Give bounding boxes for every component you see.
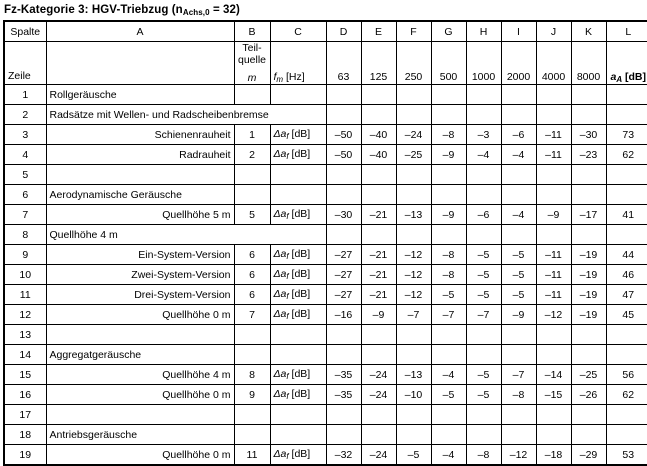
row-number: 8	[4, 225, 46, 245]
row-teilquelle	[234, 325, 270, 345]
row-value-4000: –11	[536, 245, 571, 265]
row-aa-value: 56	[606, 365, 647, 385]
row-value-500	[431, 425, 466, 445]
row-value-125	[361, 165, 396, 185]
row-value-500: –8	[431, 245, 466, 265]
row-value-500: –7	[431, 305, 466, 325]
row-aa-value	[606, 345, 647, 365]
row-label: Radsätze mit Wellen- und Radscheibenbremse	[46, 105, 326, 125]
row-value-8000	[571, 165, 606, 185]
row-aa-value	[606, 105, 647, 125]
row-value-125: –24	[361, 365, 396, 385]
row-value-2000: –5	[501, 265, 536, 285]
row-label-item: Quellhöhe 0 m	[46, 445, 234, 466]
row-value-2000	[501, 425, 536, 445]
header-column-l: L	[606, 21, 647, 42]
row-value-250	[396, 105, 431, 125]
row-value-8000	[571, 185, 606, 205]
row-value-2000: –6	[501, 125, 536, 145]
row-unit: $\Delta a_f$ [dB]	[270, 305, 326, 325]
row-number: 17	[4, 405, 46, 425]
caption-suffix: = 32)	[209, 4, 240, 16]
row-aa-value	[606, 165, 647, 185]
row-aa-value: 73	[606, 125, 647, 145]
row-value-63: –27	[326, 245, 361, 265]
row-value-8000	[571, 405, 606, 425]
row-value-8000: –19	[571, 265, 606, 285]
row-value-63	[326, 425, 361, 445]
row-value-2000	[501, 225, 536, 245]
row-value-1000	[466, 325, 501, 345]
row-aa-value	[606, 405, 647, 425]
row-value-2000	[501, 345, 536, 365]
row-value-250	[396, 185, 431, 205]
row-unit: $\Delta a_f$ [dB]	[270, 445, 326, 466]
row-value-8000: –19	[571, 285, 606, 305]
row-aa-value: 41	[606, 205, 647, 225]
row-value-4000	[536, 325, 571, 345]
table-row	[4, 305, 647, 325]
row-value-1000: –5	[466, 265, 501, 285]
table-row	[4, 85, 647, 105]
row-unit	[270, 325, 326, 345]
row-value-8000	[571, 425, 606, 445]
row-value-63: –27	[326, 285, 361, 305]
row-value-4000: –11	[536, 125, 571, 145]
row-value-250	[396, 225, 431, 245]
row-value-1000	[466, 105, 501, 125]
row-value-8000	[571, 325, 606, 345]
row-teilquelle	[234, 345, 270, 365]
row-aa-value: 62	[606, 385, 647, 405]
row-value-250: –10	[396, 385, 431, 405]
row-value-2000: –4	[501, 205, 536, 225]
row-value-1000	[466, 405, 501, 425]
row-value-125: –21	[361, 245, 396, 265]
row-teilquelle	[234, 405, 270, 425]
row-number: 14	[4, 345, 46, 365]
table-row	[4, 365, 647, 385]
row-value-125: –40	[361, 145, 396, 165]
row-value-4000	[536, 405, 571, 425]
row-value-2000: –8	[501, 385, 536, 405]
header-column-e: E	[361, 21, 396, 42]
row-value-125: –24	[361, 385, 396, 405]
row-value-63	[326, 185, 361, 205]
header-freq-250: 250	[396, 42, 431, 85]
row-value-500	[431, 85, 466, 105]
header-column-b: B	[234, 21, 270, 42]
row-teilquelle	[234, 165, 270, 185]
header-column-d: D	[326, 21, 361, 42]
row-label-item: Quellhöhe 0 m	[46, 305, 234, 325]
row-value-1000	[466, 85, 501, 105]
row-value-4000	[536, 85, 571, 105]
row-value-63	[326, 105, 361, 125]
header-freq-125: 125	[361, 42, 396, 85]
header-column-h: H	[466, 21, 501, 42]
row-unit: $\Delta a_f$ [dB]	[270, 365, 326, 385]
row-value-63	[326, 165, 361, 185]
row-label-item: Zwei-System-Version	[46, 265, 234, 285]
row-value-2000: –5	[501, 285, 536, 305]
row-value-125	[361, 345, 396, 365]
row-value-1000: –5	[466, 365, 501, 385]
row-value-125: –9	[361, 305, 396, 325]
table-row	[4, 205, 647, 225]
row-teilquelle: 11	[234, 445, 270, 466]
row-aa-value: 47	[606, 285, 647, 305]
row-value-1000: –7	[466, 305, 501, 325]
row-label-group: Aerodynamische Geräusche	[46, 185, 234, 205]
row-label-item: Radrauheit	[46, 145, 234, 165]
row-value-4000: –9	[536, 205, 571, 225]
header-zeile-label	[4, 42, 46, 85]
row-value-500: –8	[431, 125, 466, 145]
row-teilquelle	[234, 185, 270, 205]
row-value-125	[361, 405, 396, 425]
row-value-125: –21	[361, 285, 396, 305]
row-label-group: Aggregatgeräusche	[46, 345, 234, 365]
row-value-63: –50	[326, 145, 361, 165]
row-value-63	[326, 405, 361, 425]
row-unit	[270, 425, 326, 445]
row-label-empty	[46, 405, 234, 425]
row-value-4000: –18	[536, 445, 571, 466]
table-row	[4, 405, 647, 425]
table-row	[4, 225, 647, 245]
row-value-4000: –12	[536, 305, 571, 325]
row-value-500	[431, 405, 466, 425]
row-value-125	[361, 225, 396, 245]
row-value-125	[361, 325, 396, 345]
header-freq-8000: 8000	[571, 42, 606, 85]
row-value-63: –35	[326, 365, 361, 385]
row-value-8000: –25	[571, 365, 606, 385]
row-value-4000: –11	[536, 285, 571, 305]
row-value-63: –27	[326, 265, 361, 285]
row-value-4000	[536, 425, 571, 445]
row-value-250: –24	[396, 125, 431, 145]
row-value-8000	[571, 105, 606, 125]
table-row	[4, 125, 647, 145]
caption-prefix: Fz-Kategorie 3: HGV-Triebzug (n	[4, 4, 183, 16]
row-number: 19	[4, 445, 46, 466]
row-teilquelle: 6	[234, 265, 270, 285]
row-value-125	[361, 105, 396, 125]
row-unit: $\Delta a_f$ [dB]	[270, 265, 326, 285]
header-row-columns	[4, 21, 647, 42]
row-label-group: Rollgeräusche	[46, 85, 234, 105]
table-row	[4, 185, 647, 205]
row-value-63: –16	[326, 305, 361, 325]
row-value-500	[431, 105, 466, 125]
row-value-8000: –30	[571, 125, 606, 145]
row-number: 6	[4, 185, 46, 205]
row-number: 3	[4, 125, 46, 145]
row-teilquelle: 6	[234, 285, 270, 305]
row-label-item: Quellhöhe 0 m	[46, 385, 234, 405]
row-value-250	[396, 345, 431, 365]
row-aa-value	[606, 185, 647, 205]
row-value-1000: –5	[466, 285, 501, 305]
header-column-i: I	[501, 21, 536, 42]
row-number: 10	[4, 265, 46, 285]
row-unit: $\Delta a_f$ [dB]	[270, 125, 326, 145]
row-value-125: –21	[361, 265, 396, 285]
header-column-k: K	[571, 21, 606, 42]
row-value-1000	[466, 425, 501, 445]
row-value-8000	[571, 225, 606, 245]
row-teilquelle: 8	[234, 365, 270, 385]
row-value-2000: –4	[501, 145, 536, 165]
row-unit: $\Delta a_f$ [dB]	[270, 205, 326, 225]
table-row	[4, 445, 647, 466]
row-unit	[270, 165, 326, 185]
row-value-250: –12	[396, 285, 431, 305]
row-value-500: –8	[431, 265, 466, 285]
row-number: 2	[4, 105, 46, 125]
row-value-2000: –7	[501, 365, 536, 385]
header-freq-63: 63	[326, 42, 361, 85]
header-row-units	[4, 42, 647, 85]
row-value-500	[431, 325, 466, 345]
row-value-8000: –17	[571, 205, 606, 225]
table-row	[4, 165, 647, 185]
row-value-500	[431, 165, 466, 185]
row-value-1000: –5	[466, 245, 501, 265]
row-aa-value	[606, 425, 647, 445]
header-aa-unit: $a_A$ [dB]	[606, 42, 647, 85]
row-value-2000	[501, 185, 536, 205]
row-number: 16	[4, 385, 46, 405]
row-value-500: –9	[431, 205, 466, 225]
row-value-250	[396, 405, 431, 425]
header-column-f: F	[396, 21, 431, 42]
row-aa-value: 44	[606, 245, 647, 265]
row-value-250: –13	[396, 365, 431, 385]
row-teilquelle	[234, 85, 270, 105]
row-value-1000: –4	[466, 145, 501, 165]
row-aa-value: 62	[606, 145, 647, 165]
row-value-250	[396, 85, 431, 105]
row-value-125	[361, 85, 396, 105]
row-number: 4	[4, 145, 46, 165]
row-value-2000	[501, 325, 536, 345]
row-value-8000: –23	[571, 145, 606, 165]
caption-subscript: Achs,0	[182, 8, 210, 17]
row-value-4000: –11	[536, 145, 571, 165]
table-row	[4, 325, 647, 345]
row-label-item: Schienenrauheit	[46, 125, 234, 145]
row-value-63: –30	[326, 205, 361, 225]
row-aa-value	[606, 325, 647, 345]
row-value-4000	[536, 185, 571, 205]
row-value-1000	[466, 345, 501, 365]
row-value-1000	[466, 225, 501, 245]
row-label-item: Quellhöhe 4 m	[46, 365, 234, 385]
row-value-1000: –8	[466, 445, 501, 466]
row-value-500: –4	[431, 365, 466, 385]
row-value-63: –50	[326, 125, 361, 145]
row-value-250: –12	[396, 265, 431, 285]
row-value-1000	[466, 185, 501, 205]
row-value-1000: –6	[466, 205, 501, 225]
table-row	[4, 425, 647, 445]
header-frequency-unit: $f_m$ [Hz]	[270, 42, 326, 85]
row-value-125: –21	[361, 205, 396, 225]
row-unit: $\Delta a_f$ [dB]	[270, 245, 326, 265]
row-value-125	[361, 185, 396, 205]
row-label-group: Antriebsgeräusche	[46, 425, 234, 445]
row-value-8000: –26	[571, 385, 606, 405]
row-aa-value: 45	[606, 305, 647, 325]
row-unit	[270, 185, 326, 205]
row-value-8000: –19	[571, 305, 606, 325]
header-freq-2000: 2000	[501, 42, 536, 85]
row-value-8000: –19	[571, 245, 606, 265]
row-value-63: –32	[326, 445, 361, 466]
row-label-item: Quellhöhe 5 m	[46, 205, 234, 225]
row-label-item: Ein-System-Version	[46, 245, 234, 265]
table-row	[4, 245, 647, 265]
row-teilquelle: 6	[234, 245, 270, 265]
row-value-8000	[571, 85, 606, 105]
row-value-2000	[501, 165, 536, 185]
row-value-63	[326, 85, 361, 105]
row-value-2000: –5	[501, 245, 536, 265]
row-teilquelle: 7	[234, 305, 270, 325]
row-value-4000: –15	[536, 385, 571, 405]
row-teilquelle: 5	[234, 205, 270, 225]
table-row	[4, 105, 647, 125]
row-value-4000: –14	[536, 365, 571, 385]
header-column-g: G	[431, 21, 466, 42]
row-value-1000: –3	[466, 125, 501, 145]
data-table	[3, 20, 647, 466]
row-unit	[270, 405, 326, 425]
row-unit	[270, 345, 326, 365]
table-row	[4, 345, 647, 365]
row-unit: $\Delta a_f$ [dB]	[270, 145, 326, 165]
row-value-500	[431, 185, 466, 205]
page-title	[0, 0, 647, 20]
row-value-4000: –11	[536, 265, 571, 285]
row-value-4000	[536, 225, 571, 245]
row-value-500	[431, 225, 466, 245]
header-column-spalte: Spalte	[4, 21, 46, 42]
row-teilquelle: 9	[234, 385, 270, 405]
row-value-500	[431, 345, 466, 365]
row-aa-value	[606, 225, 647, 245]
row-value-2000: –12	[501, 445, 536, 466]
header-freq-500: 500	[431, 42, 466, 85]
row-unit: $\Delta a_f$ [dB]	[270, 385, 326, 405]
row-teilquelle: 1	[234, 125, 270, 145]
header-zeile-text: Zeile	[8, 70, 31, 82]
header-column-c: C	[270, 21, 326, 42]
table-row	[4, 285, 647, 305]
table-row	[4, 265, 647, 285]
row-value-500: –5	[431, 385, 466, 405]
row-label-empty	[46, 325, 234, 345]
header-a-blank	[46, 42, 234, 85]
row-number: 7	[4, 205, 46, 225]
row-label-empty	[46, 165, 234, 185]
header-freq-4000: 4000	[536, 42, 571, 85]
row-teilquelle: 2	[234, 145, 270, 165]
row-value-500: –9	[431, 145, 466, 165]
row-value-2000	[501, 85, 536, 105]
row-value-8000	[571, 345, 606, 365]
row-aa-value	[606, 85, 647, 105]
row-value-2000	[501, 105, 536, 125]
row-value-250	[396, 165, 431, 185]
row-label: Quellhöhe 4 m	[46, 225, 326, 245]
row-teilquelle	[234, 425, 270, 445]
header-column-a: A	[46, 21, 234, 42]
row-number: 18	[4, 425, 46, 445]
row-value-4000	[536, 165, 571, 185]
row-value-2000	[501, 405, 536, 425]
row-unit: $\Delta a_f$ [dB]	[270, 285, 326, 305]
row-value-8000: –29	[571, 445, 606, 466]
row-value-250: –7	[396, 305, 431, 325]
row-number: 15	[4, 365, 46, 385]
row-value-250	[396, 325, 431, 345]
row-value-1000	[466, 165, 501, 185]
row-value-1000: –5	[466, 385, 501, 405]
row-value-63: –35	[326, 385, 361, 405]
row-number: 1	[4, 85, 46, 105]
row-value-125: –40	[361, 125, 396, 145]
row-value-250: –12	[396, 245, 431, 265]
row-value-250: –25	[396, 145, 431, 165]
row-value-500: –5	[431, 285, 466, 305]
header-teilquelle: Teil- quelle m	[234, 42, 270, 85]
row-number: 11	[4, 285, 46, 305]
row-value-250	[396, 425, 431, 445]
row-aa-value: 53	[606, 445, 647, 466]
row-number: 12	[4, 305, 46, 325]
row-number: 13	[4, 325, 46, 345]
row-value-63	[326, 225, 361, 245]
row-label-item: Drei-System-Version	[46, 285, 234, 305]
row-value-125: –24	[361, 445, 396, 466]
row-value-63	[326, 325, 361, 345]
row-number: 5	[4, 165, 46, 185]
table-row	[4, 385, 647, 405]
row-value-125	[361, 425, 396, 445]
row-aa-value: 46	[606, 265, 647, 285]
header-freq-1000: 1000	[466, 42, 501, 85]
row-value-4000	[536, 345, 571, 365]
row-value-2000: –9	[501, 305, 536, 325]
row-value-500: –4	[431, 445, 466, 466]
row-unit	[270, 85, 326, 105]
table-row	[4, 145, 647, 165]
row-value-4000	[536, 105, 571, 125]
header-column-j: J	[536, 21, 571, 42]
row-value-250: –13	[396, 205, 431, 225]
row-value-63	[326, 345, 361, 365]
row-number: 9	[4, 245, 46, 265]
row-value-250: –5	[396, 445, 431, 466]
